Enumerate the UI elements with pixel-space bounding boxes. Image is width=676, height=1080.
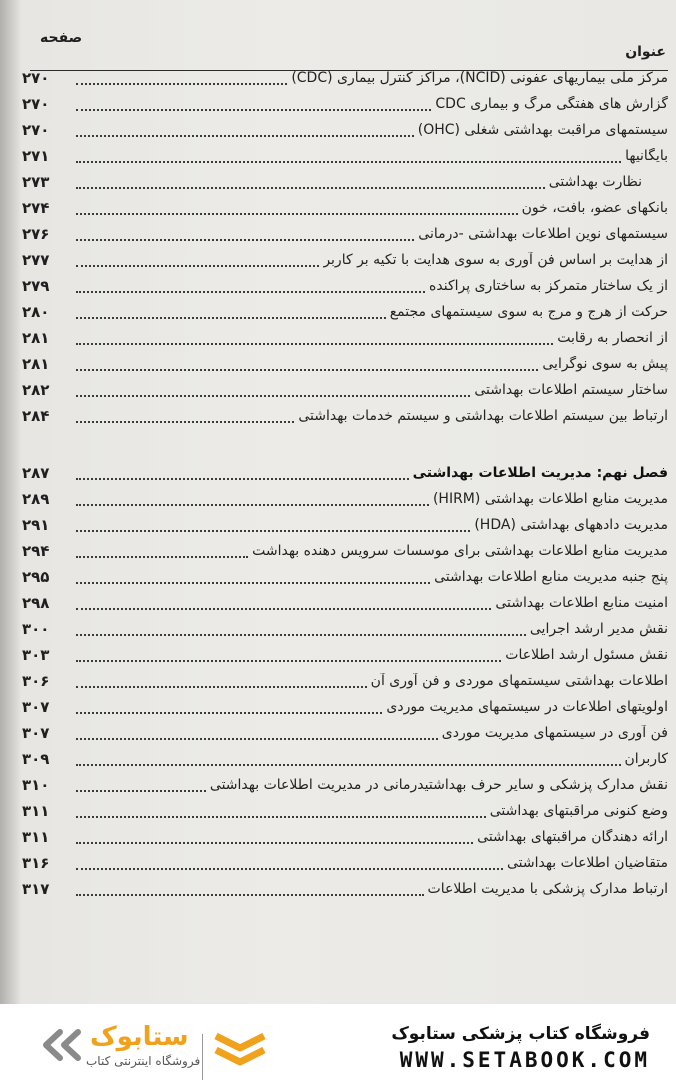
entry-title: سیستمهای نوین اطلاعات بهداشتی -درمانی xyxy=(418,226,668,242)
dot-leader xyxy=(76,367,538,371)
toc-row xyxy=(22,694,668,720)
dot-leader xyxy=(76,632,526,636)
toc-row xyxy=(22,273,668,299)
entry-title: سیستمهای مراقبت بهداشتی شغلی (OHC) xyxy=(417,122,668,138)
toc-row xyxy=(22,143,668,169)
dot-leader xyxy=(76,159,621,163)
entry-title: ارتباط مدارک پزشکی با مدیریت اطلاعات xyxy=(427,881,668,897)
toc-row xyxy=(22,169,668,195)
toc-row xyxy=(22,91,668,117)
page-number: ۳۰۷ xyxy=(22,724,50,742)
dot-leader xyxy=(76,528,470,532)
page-number: ۲۸۲ xyxy=(22,381,50,399)
toc-row xyxy=(22,538,668,564)
toc-row xyxy=(22,486,668,512)
store-name: فروشگاه کتاب پزشکی ستابوک xyxy=(391,1024,650,1044)
toc-row xyxy=(22,564,668,590)
page-number: ۳۰۰ xyxy=(22,620,50,638)
page-number: ۳۱۰ xyxy=(22,776,50,794)
entry-title: بایگانیها xyxy=(625,148,668,164)
dot-leader xyxy=(76,107,431,111)
header-title: عنوان xyxy=(625,44,666,60)
dot-leader xyxy=(76,892,424,896)
toc-row xyxy=(22,876,668,902)
dot-leader xyxy=(76,580,430,584)
page-number: ۳۰۶ xyxy=(22,672,50,690)
store-logo[interactable] xyxy=(16,1016,266,1074)
entry-title: نقش مسئول ارشد اطلاعات xyxy=(505,647,668,663)
entry-title: اولویتهای اطلاعات در سیستمهای مدیریت موردی xyxy=(386,699,668,715)
entry-title: گزارش های هفتگی مرگ و بیماری CDC xyxy=(435,96,668,112)
page-number: ۲۷۶ xyxy=(22,225,50,243)
entry-title: مدیریت دادههای بهداشتی (HDA) xyxy=(474,517,668,533)
store-url[interactable]: WWW.SETABOOK.COM xyxy=(399,1048,650,1072)
dot-leader xyxy=(76,315,386,319)
page-number: ۳۱۶ xyxy=(22,854,50,872)
chapter-row xyxy=(22,460,668,486)
page-number: ۲۷۰ xyxy=(22,95,50,113)
entry-title: مدیریت منابع اطلاعات بهداشتی برای موسسات سرویس دهنده بهداشت xyxy=(252,543,668,559)
logo-divider xyxy=(202,1034,203,1080)
dot-leader xyxy=(76,788,206,792)
page-number: ۲۸۱ xyxy=(22,329,50,347)
dot-leader xyxy=(76,658,501,662)
page-number: ۳۱۷ xyxy=(22,880,50,898)
page-number: ۲۸۷ xyxy=(22,464,50,482)
double-chevron-icon xyxy=(40,1028,84,1062)
entry-title: اطلاعات بهداشتی سیستمهای موردی و فن آوری آن xyxy=(370,673,668,689)
store-footer xyxy=(0,1004,676,1080)
header-page-label: صفحه xyxy=(40,30,83,46)
page-number: ۳۱۱ xyxy=(22,828,50,846)
dot-leader xyxy=(76,341,553,345)
page-number: ۳۰۳ xyxy=(22,646,50,664)
book-stack-icon xyxy=(212,1028,268,1074)
toc-row xyxy=(22,403,668,429)
entry-title: از انحصار به رقابت xyxy=(557,330,668,346)
dot-leader xyxy=(76,289,425,293)
page-number: ۳۰۷ xyxy=(22,698,50,716)
toc-row xyxy=(22,195,668,221)
toc-row xyxy=(22,377,668,403)
entry-title: وضع کنونی مراقبتهای بهداشتی xyxy=(489,803,668,819)
entry-title: ساختار سیستم اطلاعات بهداشتی xyxy=(474,382,668,398)
entry-title: پنج جنبه مدیریت منابع اطلاعات بهداشتی xyxy=(434,569,668,585)
page-number: ۲۹۵ xyxy=(22,568,50,586)
page-number: ۲۸۴ xyxy=(22,407,50,425)
page-number: ۲۷۰ xyxy=(22,69,50,87)
dot-leader xyxy=(76,211,518,215)
toc-row xyxy=(22,221,668,247)
dot-leader xyxy=(76,263,319,267)
dot-leader xyxy=(76,502,429,506)
entry-title: فن آوری در سیستمهای مدیریت موردی xyxy=(441,725,668,741)
toc-row xyxy=(22,824,668,850)
page-number: ۲۷۷ xyxy=(22,251,50,269)
page-number: ۳۰۹ xyxy=(22,750,50,768)
page-number: ۲۹۴ xyxy=(22,542,50,560)
toc-row xyxy=(22,798,668,824)
entry-title: از هدایت بر اساس فن آوری به سوی هدایت با تکیه بر کاربر xyxy=(323,252,668,268)
dot-leader xyxy=(76,762,621,766)
toc-row xyxy=(22,590,668,616)
logo-tagline: فروشگاه اینترنتی کتاب xyxy=(86,1054,201,1068)
toc-row xyxy=(22,642,668,668)
dot-leader xyxy=(76,419,294,423)
page-number: ۲۹۱ xyxy=(22,516,50,534)
dot-leader xyxy=(76,736,438,740)
entry-title: نقش مدیر ارشد اجرایی xyxy=(529,621,668,637)
page-number: ۲۹۸ xyxy=(22,594,50,612)
dot-leader xyxy=(76,606,491,610)
chapter-title: فصل نهم: مدیریت اطلاعات بهداشتی xyxy=(412,465,668,481)
toc-row xyxy=(22,512,668,538)
entry-title: ارتباط بین سیستم اطلاعات بهداشتی و سیستم خدمات بهداشتی xyxy=(298,408,668,424)
dot-leader xyxy=(76,237,414,241)
entry-title: کاربران xyxy=(624,751,668,767)
entry-title: مدیریت منابع اطلاعات بهداشتی (HIRM) xyxy=(432,491,668,507)
dot-leader xyxy=(76,476,409,480)
entry-title: نظارت بهداشتی xyxy=(548,174,642,190)
toc-row xyxy=(22,850,668,876)
page-number: ۲۷۹ xyxy=(22,277,50,295)
logo-wordmark: ستابوک xyxy=(90,1022,189,1052)
page-number: ۲۸۰ xyxy=(22,303,50,321)
dot-leader xyxy=(76,81,287,85)
entry-title: بانکهای عضو، بافت، خون xyxy=(521,200,668,216)
entry-title: متقاضیان اطلاعات بهداشتی xyxy=(506,855,668,871)
dot-leader xyxy=(76,840,473,844)
toc-row xyxy=(22,247,668,273)
entry-title: نقش مدارک پزشکی و سایر حرف بهداشتیدرمانی در مدیریت اطلاعات بهداشتی xyxy=(209,777,668,793)
toc-row xyxy=(22,117,668,143)
page-number: ۲۷۴ xyxy=(22,199,50,217)
page-number: ۲۷۱ xyxy=(22,147,50,165)
dot-leader xyxy=(76,393,470,397)
dot-leader xyxy=(76,684,367,688)
entry-title: ارائه دهندگان مراقبتهای بهداشتی xyxy=(477,829,668,845)
entry-title: مرکز ملی بیماریهای عفونی (NCID)، مراکز کنترل بیماری (CDC) xyxy=(291,70,668,86)
toc-row xyxy=(22,746,668,772)
dot-leader xyxy=(76,185,545,189)
dot-leader xyxy=(76,554,248,558)
page-number: ۲۷۳ xyxy=(22,173,50,191)
page-number: ۳۱۱ xyxy=(22,802,50,820)
entry-title: پیش به سوی نوگرایی xyxy=(542,356,668,372)
dot-leader xyxy=(76,133,414,137)
toc-row xyxy=(22,65,668,91)
toc-row xyxy=(22,325,668,351)
toc-row xyxy=(22,351,668,377)
dot-leader xyxy=(76,814,486,818)
toc-row xyxy=(22,299,668,325)
toc-row xyxy=(22,616,668,642)
page-number: ۲۷۰ xyxy=(22,121,50,139)
toc-row xyxy=(22,720,668,746)
entry-title: امنیت منابع اطلاعات بهداشتی xyxy=(495,595,668,611)
entry-title: حرکت از هرج و مرج به سوی سیستمهای مجتمع xyxy=(389,304,668,320)
dot-leader xyxy=(76,710,382,714)
dot-leader xyxy=(76,866,503,870)
page-number: ۲۸۱ xyxy=(22,355,50,373)
toc-row xyxy=(22,772,668,798)
toc-row xyxy=(22,668,668,694)
entry-title: از یک ساختار متمرکز به ساختاری پراکنده xyxy=(429,278,668,294)
page-number: ۲۸۹ xyxy=(22,490,50,508)
